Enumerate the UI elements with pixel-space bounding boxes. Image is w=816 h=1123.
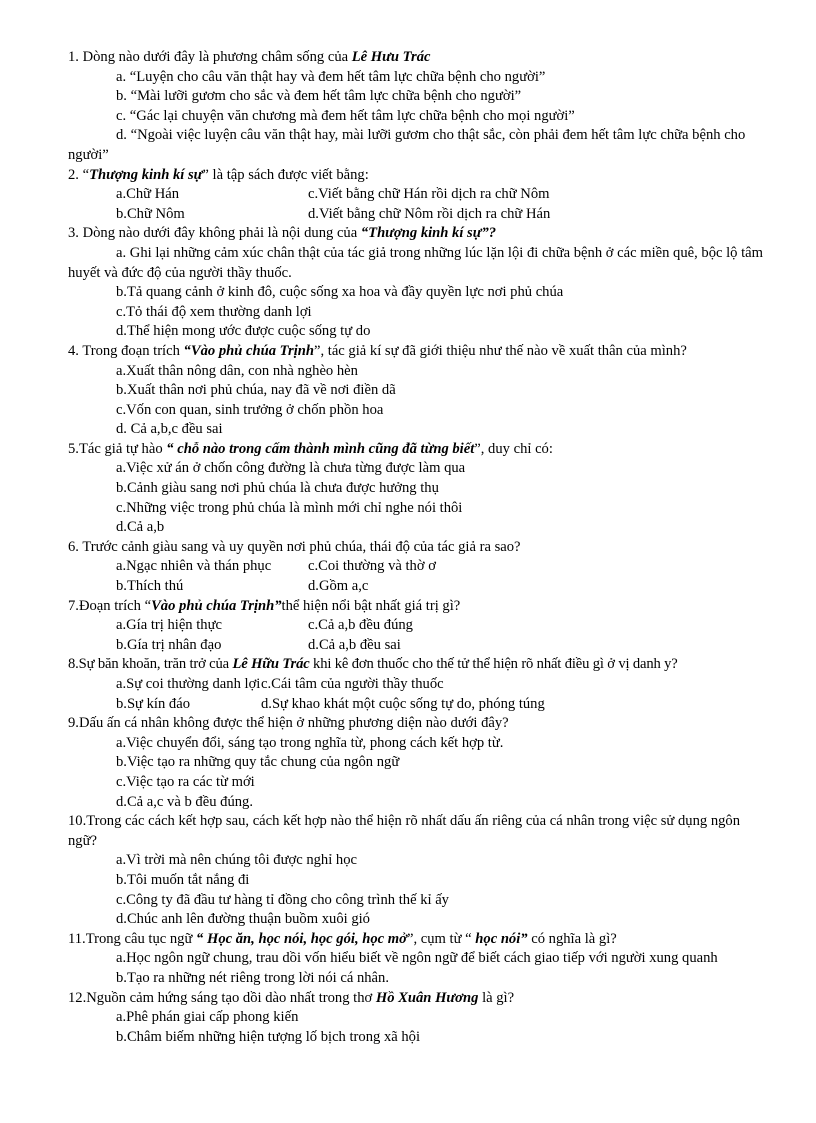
question-8-option-row <box>68 695 768 715</box>
question-9-option-a: a.Việc chuyển đổi, sáng tạo trong nghĩa từ, phong cách kết hợp từ. <box>116 734 504 751</box>
question-8-option-d: d.Sự khao khát một cuộc sống tự do, phóng túng <box>261 695 545 712</box>
question-3-option-c: c.Tỏ thái độ xem thường danh lợi <box>116 303 312 320</box>
question-1-option-b: b. “Mài lưỡi gươm cho sắc và đem hết tâm lực chữa bệnh cho người” <box>116 88 522 105</box>
question-10-stem: 10.Trong các cách kết hợp sau, cách kết hợp nào thể hiện rõ nhất dấu ấn riêng của cá nhân trong việc sử dụng ngôn ngữ? <box>68 813 741 849</box>
question-4-option-b: b.Xuất thân nơi phủ chúa, nay đã về nơi điền dã <box>116 382 396 399</box>
question-7-option-row <box>68 616 768 636</box>
question-9-option-b: b.Việc tạo ra những quy tắc chung của ngôn ngữ <box>116 754 400 771</box>
question-7-option-a: a.Gía trị hiện thực <box>116 617 222 634</box>
question-5-option-d: d.Cả a,b <box>116 519 165 536</box>
question-6-option-row <box>68 577 768 597</box>
question-1-option-c: c. “Gác lại chuyện văn chương mà đem hết tâm lực chữa bệnh cho mọi người” <box>116 107 575 124</box>
question-3-option-d: d.Thể hiện mong ước được cuộc sống tự do <box>116 323 371 340</box>
question-5-option-c: c.Những việc trong phủ chúa là mình mới chỉ nghe nói thôi <box>116 499 463 516</box>
question-10-option-a: a.Vì trời mà nên chúng tôi được nghỉ học <box>116 852 357 869</box>
question-7-stem: 7.Đoạn trích “Vào phủ chúa Trịnh”thể hiện nổi bật nhất giá trị gì? <box>68 597 461 614</box>
question-11-option-b: b.Tạo ra những nét riêng trong lời nói cá nhân. <box>116 969 389 986</box>
question-5-option-a: a.Việc xử án ở chốn công đường là chưa từng được làm qua <box>116 460 466 477</box>
question-7-option-b: b.Gía trị nhân đạo <box>116 636 222 653</box>
question-11-option-a: a.Học ngôn ngữ chung, trau dồi vốn hiểu biết về ngôn ngữ để biết cách giao tiếp với người xung quanh <box>116 950 718 967</box>
question-8-stem: 8.Sự băn khoăn, trăn trở của Lê Hữu Trác khi kê đơn thuốc cho thế tử thể hiện rõ nhất điều gì ở vị danh y? <box>68 656 678 673</box>
question-12-option-b: b.Châm biếm những hiện tượng lố bịch trong xã hội <box>116 1028 421 1045</box>
question-2-option-row <box>68 205 768 225</box>
question-4-option-c: c.Vốn con quan, sinh trưởng ở chốn phồn hoa <box>116 401 384 418</box>
quiz-document <box>68 48 768 1047</box>
question-6-option-b: b.Thích thú <box>116 578 184 595</box>
question-11-stem: 11.Trong câu tục ngữ “ Học ăn, học nói, học gói, học mở”, cụm từ “ học nói” có nghĩa là gì? <box>68 930 617 947</box>
question-1-stem: 1. Dòng nào dưới đây là phương châm sống của Lê Hưu Trác <box>68 49 431 65</box>
question-9-option-d: d.Cả a,c và b đều đúng. <box>116 793 253 810</box>
question-2-option-row <box>68 185 768 205</box>
question-8-option-a: a.Sự coi thường danh lợi <box>116 676 261 692</box>
question-6-option-c: c.Coi thường và thờ ơ <box>308 558 436 575</box>
question-6-stem: 6. Trước cảnh giàu sang và uy quyền nơi phủ chúa, thái độ của tác giả ra sao? <box>68 538 521 555</box>
question-8-option-c: c.Cái tâm của người thầy thuốc <box>261 676 444 692</box>
question-2-stem: 2. “Thượng kinh kí sự” là tập sách được viết bằng: <box>68 166 369 183</box>
question-4-option-a: a.Xuất thân nông dân, con nhà nghèo hèn <box>116 362 358 379</box>
question-1-option-d: d. “Ngoài việc luyện câu văn thật hay, mài lưỡi gươm cho thật sắc, còn phải đem hết tâm lực chữa bệnh cho người” <box>68 127 746 163</box>
question-12-option-a: a.Phê phán giai cấp phong kiến <box>116 1009 299 1026</box>
question-4-stem: 4. Trong đoạn trích “Vào phủ chúa Trịnh”, tác giả kí sự đã giới thiệu như thế nào về xuất thân của mình? <box>68 342 687 359</box>
question-9-stem: 9.Dấu ấn cá nhân không được thể hiện ở những phương diện nào dưới đây? <box>68 715 509 732</box>
question-9-option-c: c.Việc tạo ra các từ mới <box>116 773 255 790</box>
question-7-option-c: c.Cả a,b đều đúng <box>308 617 413 634</box>
question-3-option-b: b.Tả quang cảnh ở kinh đô, cuộc sống xa hoa và đầy quyền lực nơi phủ chúa <box>116 284 564 301</box>
question-6-option-d: d.Gồm a,c <box>308 578 369 595</box>
question-5-option-b: b.Cảnh giàu sang nơi phủ chúa là chưa được hưởng thụ <box>116 480 439 497</box>
question-10-option-b: b.Tôi muốn tắt nắng đi <box>116 871 250 888</box>
question-3-option-a: a. Ghi lại những cảm xúc chân thật của tác giả trong những lúc lặn lội đi chữa bệnh ở các miền quê, bộc lộ tâm huyết và đức độ của người thầy thuốc. <box>68 244 764 281</box>
question-4-option-d: d. Cả a,b,c đều sai <box>116 421 223 438</box>
question-8-option-b: b.Sự kín đáo <box>116 695 190 712</box>
question-2-option-a: a.Chữ Hán <box>116 186 180 203</box>
question-2-option-c: c.Viết bằng chữ Hán rồi dịch ra chữ Nôm <box>308 186 550 203</box>
question-1-option-a: a. “Luyện cho câu văn thật hay và đem hết tâm lực chữa bệnh cho người” <box>116 68 546 85</box>
question-3-stem: 3. Dòng nào dưới đây không phải là nội dung của “Thượng kinh kí sự”? <box>68 225 497 242</box>
question-10-option-c: c.Công ty đã đầu tư hàng tỉ đồng cho công trình thế kỉ ấy <box>116 891 449 908</box>
question-7-option-row <box>68 636 768 656</box>
question-6-option-row <box>68 557 768 577</box>
question-2-option-d: d.Viết bằng chữ Nôm rồi dịch ra chữ Hán <box>308 205 551 222</box>
question-10-option-d: d.Chúc anh lên đường thuận buồm xuôi gió <box>116 911 370 928</box>
question-2-option-b: b.Chữ Nôm <box>116 205 185 222</box>
question-5-stem: 5.Tác giả tự hào “ chỗ nào trong cấm thành mình cũng đã từng biết”, duy chỉ có: <box>68 440 553 457</box>
question-8-option-row <box>68 675 768 695</box>
question-12-stem: 12.Nguồn cảm hứng sáng tạo dồi dào nhất trong thơ Hồ Xuân Hương là gì? <box>68 989 515 1006</box>
question-7-option-d: d.Cả a,b đều sai <box>308 636 401 653</box>
question-6-option-a: a.Ngạc nhiên và thán phục <box>116 558 272 575</box>
